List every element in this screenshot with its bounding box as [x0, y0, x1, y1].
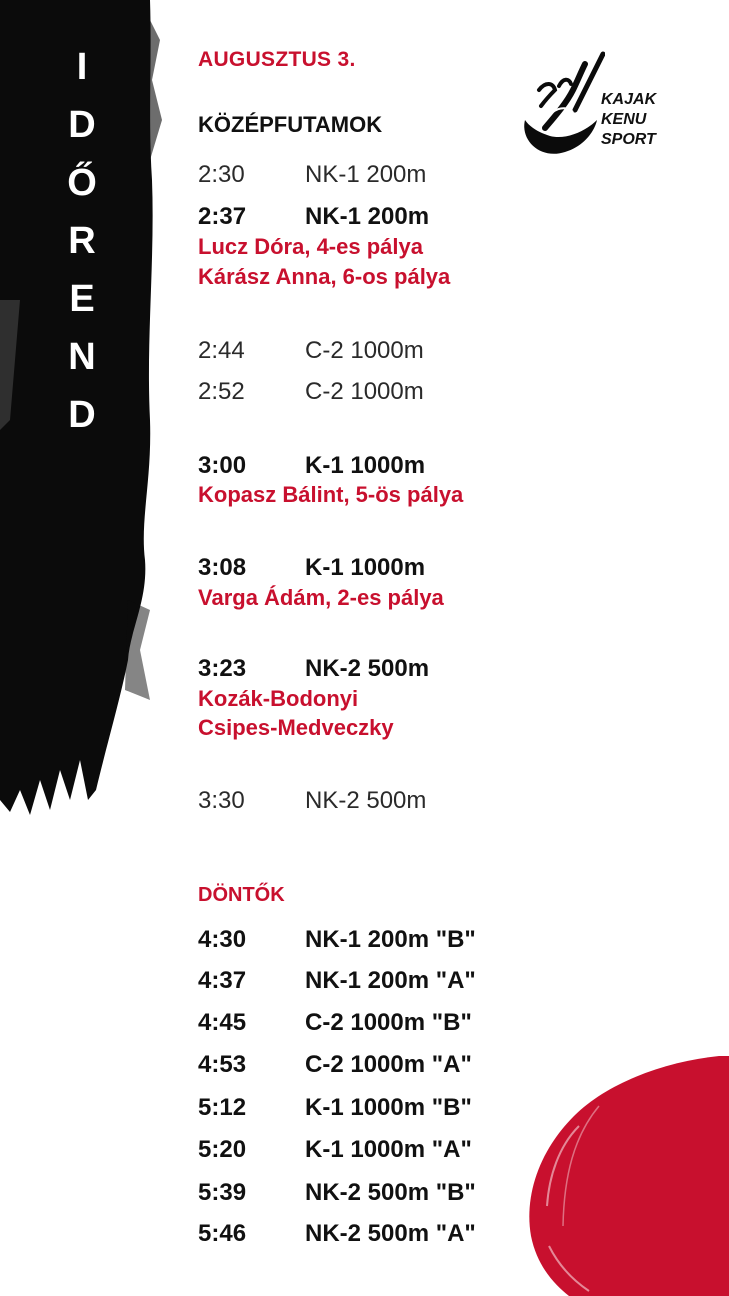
row-event: C-2 1000m "A" [305, 1051, 472, 1078]
athlete-lane: Kopasz Bálint, 5-ös pálya [198, 482, 464, 507]
logo-text-line: KAJAK [601, 91, 657, 108]
row-time: 5:46 [198, 1220, 247, 1247]
vertical-title [60, 38, 104, 444]
title-letter: D [68, 104, 96, 146]
row-time: 5:20 [198, 1136, 247, 1163]
athlete-lane: Kárász Anna, 6-os pálya [198, 264, 451, 289]
row-event: K-1 1000m [305, 452, 426, 479]
title-letter: N [68, 336, 96, 378]
title-letter: E [69, 278, 95, 320]
row-time: 4:53 [198, 1051, 247, 1078]
row-event: NK-1 200m "A" [305, 967, 476, 994]
title-letter: I [76, 46, 88, 88]
finals-heading: DÖNTŐK [198, 884, 285, 906]
row-event: NK-2 500m "A" [305, 1220, 476, 1247]
row-time: 2:30 [198, 161, 245, 188]
row-time: 3:30 [198, 787, 245, 814]
kayak-paddler-logo-icon [515, 50, 605, 160]
row-event: NK-1 200m [305, 161, 427, 188]
row-time: 3:23 [198, 655, 247, 682]
row-event: K-1 1000m "B" [305, 1094, 472, 1121]
logo-text-line: KENU [601, 111, 647, 128]
athlete-lane: Csipes-Medveczky [198, 715, 394, 740]
kajak-kenu-sport-logo [515, 50, 660, 170]
row-time: 4:30 [198, 926, 247, 953]
row-event: C-2 1000m "B" [305, 1009, 472, 1036]
row-time: 4:45 [198, 1009, 247, 1036]
row-event: NK-2 500m "B" [305, 1179, 476, 1206]
row-time: 2:52 [198, 378, 245, 405]
row-time: 5:12 [198, 1094, 247, 1121]
row-event: NK-2 500m [305, 655, 430, 682]
athlete-lane: Lucz Dóra, 4-es pálya [198, 234, 423, 259]
title-letter: D [68, 394, 96, 436]
row-event: C-2 1000m [305, 378, 424, 405]
row-time: 2:37 [198, 203, 247, 230]
row-event: NK-2 500m [305, 787, 427, 814]
row-time: 5:39 [198, 1179, 247, 1206]
row-event: C-2 1000m [305, 337, 424, 364]
row-event: NK-1 200m [305, 203, 430, 230]
row-event: K-1 1000m "A" [305, 1136, 472, 1163]
date-heading: AUGUSZTUS 3. [198, 48, 356, 71]
row-time: 3:00 [198, 452, 247, 479]
athlete-lane: Kozák-Bodonyi [198, 686, 359, 711]
row-time: 3:08 [198, 554, 247, 581]
red-brush-circle [519, 1056, 729, 1296]
athlete-lane: Varga Ádám, 2-es pálya [198, 585, 444, 610]
title-letter: Ő [67, 162, 97, 204]
logo-text-line: SPORT [601, 131, 656, 148]
title-letter: R [68, 220, 96, 262]
row-time: 2:44 [198, 337, 245, 364]
row-event: K-1 1000m [305, 554, 426, 581]
semifinals-heading: KÖZÉPFUTAMOK [198, 112, 383, 137]
row-time: 4:37 [198, 967, 247, 994]
row-event: NK-1 200m "B" [305, 926, 476, 953]
